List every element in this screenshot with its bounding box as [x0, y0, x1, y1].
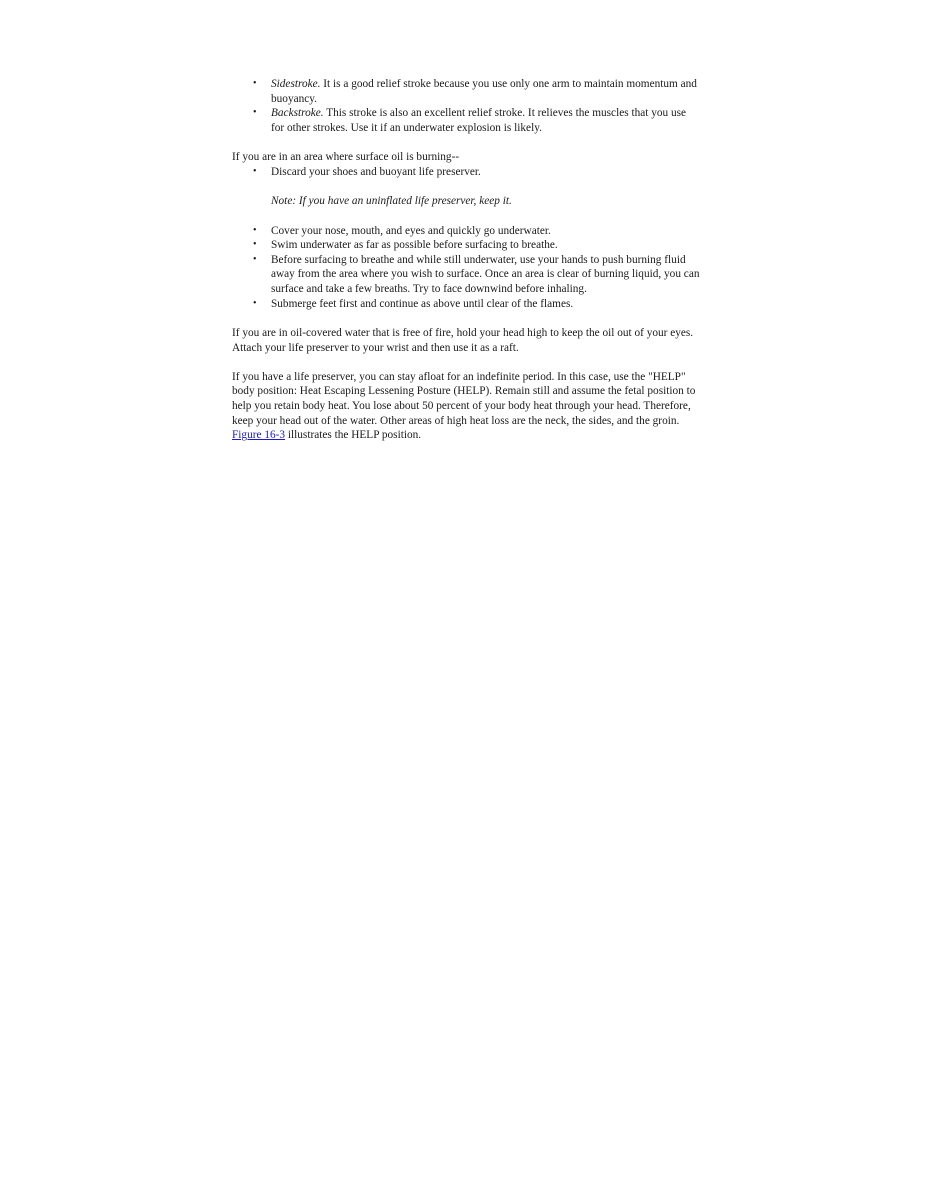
help-paragraph-text: If you have a life preserver, you can stay afloat for an indefinite period. In this case, use the "HELP" body position: Heat Escaping Lessening Posture (HELP). Remain still and assume the fetal position to help you retain body heat. You lose about 50 percent of your body heat through your head. Therefore, keep your head out of the water. Other areas of high heat loss are the neck, the sides, and the groin.: [232, 370, 696, 427]
list-item: [232, 297, 700, 312]
stroke-description: This stroke is also an excellent relief stroke. It relieves the muscles that you use for other strokes. Use it if an underwater explosion is likely.: [271, 107, 687, 134]
list-item-text: Discard your shoes and buoyant life preserver.: [271, 165, 481, 178]
list-item-text: Before surfacing to breathe and while still underwater, use your hands to push burning fluid away from the area where you wish to surface. Once an area is clear of burning liquid, you can surface and take a few breaths. Try to face downwind before inhaling.: [271, 253, 700, 295]
bullet: •: [253, 107, 257, 119]
oil-fire-intro: If you are in an area where surface oil is burning--: [232, 151, 460, 164]
oil-fire-list-first: [232, 165, 700, 180]
bullet: •: [253, 165, 257, 177]
help-paragraph: [232, 370, 700, 443]
bullet: •: [253, 224, 257, 236]
stroke-name: Sidestroke.: [271, 78, 321, 90]
figure-link[interactable]: Figure 16-3: [232, 429, 286, 442]
stroke-name: Backstroke.: [271, 107, 324, 120]
list-item: [232, 238, 700, 253]
bullet: •: [253, 297, 257, 309]
help-paragraph-text-end: illustrates the HELP position.: [287, 429, 422, 442]
stroke-description: It is a good relief stroke because you use only one arm to maintain momentum and buoyancy.: [271, 78, 697, 105]
oil-water-paragraph: If you are in oil-covered water that is free of fire, hold your head high to keep the oil out of your eyes. Attach your life preserver to your wrist and then use it as a raft.: [232, 326, 694, 354]
list-item-sidestroke: [232, 77, 700, 106]
bullet: •: [253, 253, 257, 265]
list-item: [232, 165, 700, 180]
oil-fire-steps-list: [232, 224, 700, 312]
list-item-text: Submerge feet first and continue as above until clear of the flames.: [271, 297, 574, 310]
bullet: •: [253, 239, 257, 251]
list-item: [232, 224, 700, 239]
document-page: [232, 77, 700, 443]
strokes-list: [232, 77, 700, 135]
list-item-text: Cover your nose, mouth, and eyes and quickly go underwater.: [271, 224, 551, 237]
bullet: •: [253, 78, 257, 89]
list-item-text: Swim underwater as far as possible before surfacing to breathe.: [271, 239, 558, 252]
list-item-backstroke: [232, 106, 700, 135]
list-item: [232, 253, 700, 297]
note: Note: If you have an uninflated life preserver, keep it.: [271, 195, 512, 208]
